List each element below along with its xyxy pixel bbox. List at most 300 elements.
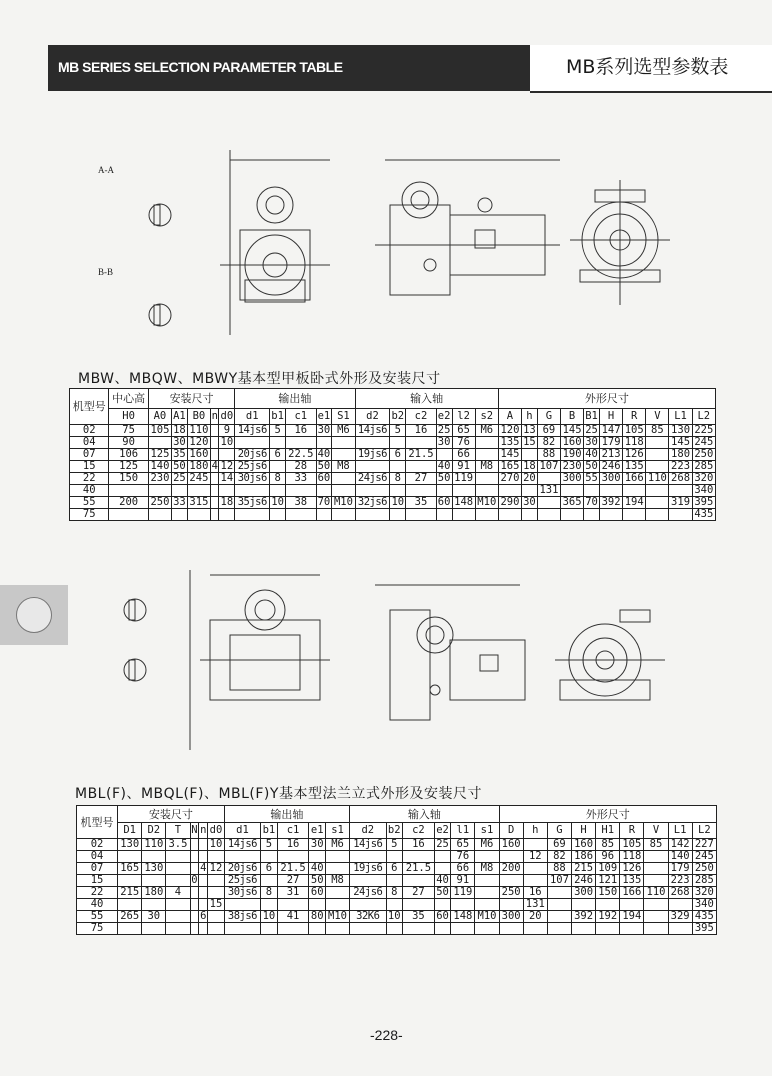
subheader-cell: l1 [451,823,475,839]
value-cell [210,437,218,449]
value-cell [434,899,451,911]
value-cell [235,485,270,497]
subheader-cell: L2 [692,823,716,839]
table-row [70,425,716,437]
value-cell [142,875,166,887]
value-cell: 213 [599,449,622,461]
value-cell [286,509,316,521]
value-cell [350,875,386,887]
value-cell [210,449,218,461]
value-cell [475,437,498,449]
value-cell: 25 [437,424,451,436]
value-cell: 28 [286,461,316,473]
value-cell: 88 [547,863,571,875]
subheader-cell: d2 [350,823,386,839]
subheader-cell: n [199,823,208,839]
value-cell: 135 [498,437,521,449]
value-cell: 186 [572,851,596,863]
value-cell: 118 [620,851,644,863]
model-cell: 02 [77,839,118,851]
subheader-cell: V [644,823,668,839]
value-cell: 190 [561,449,584,461]
value-cell: 131 [537,485,560,497]
value-cell [522,509,538,521]
value-cell: 300 [561,473,584,485]
subheader-cell: A1 [172,409,188,425]
value-cell [644,899,668,911]
subheader-cell: e2 [434,823,451,839]
model-cell: 75 [77,923,118,935]
value-cell [190,839,199,851]
value-cell: 300 [572,887,596,899]
value-cell [224,923,260,935]
value-cell [646,485,669,497]
value-cell: 24js6 [350,887,386,899]
value-cell: 27 [277,875,309,887]
value-cell: 160 [561,437,584,449]
subheader-cell: d1 [224,823,260,839]
value-cell: 395 [692,923,716,935]
value-cell [452,485,475,497]
model-cell: 07 [77,863,118,875]
col-install: 安装尺寸 [148,389,234,409]
value-cell: 392 [572,911,596,923]
value-cell [208,851,225,863]
side-tab [0,585,68,645]
value-cell [208,911,225,923]
value-cell [644,851,668,863]
value-cell [596,923,620,935]
value-cell [499,851,523,863]
subheader-cell: V [646,409,669,425]
value-cell [436,509,452,521]
value-cell [277,923,309,935]
value-cell: 329 [668,911,692,923]
section2-table [76,805,717,935]
value-cell: 40 [436,874,449,886]
table-row [77,863,717,875]
value-cell: 106 [109,449,148,461]
value-cell: 135 [620,875,644,887]
value-cell: 35 [173,448,186,460]
model-cell: 02 [70,425,109,437]
value-cell: 35 [403,911,435,923]
subheader-cell: N [190,823,199,839]
value-cell: 50 [173,460,186,472]
value-cell: 246 [599,461,622,473]
value-cell: 27 [403,887,435,899]
value-cell: 180 [142,887,166,899]
value-cell [316,485,332,497]
subheader-cell: h [523,823,547,839]
value-cell: 80 [310,910,324,922]
value-cell: 300 [499,911,523,923]
subheader-cell: H [572,823,596,839]
col-center-height: 中心高 [109,389,148,409]
value-cell: 30 [585,436,598,448]
value-cell: 0 [191,874,198,886]
value-cell: 25 [585,424,598,436]
subheader-cell: R [623,409,646,425]
value-cell: 16 [286,425,316,437]
value-cell: 88 [537,449,560,461]
subheader-cell: B0 [187,409,210,425]
value-cell: 166 [623,473,646,485]
value-cell: 30js6 [235,473,270,485]
value-cell: 215 [118,887,142,899]
value-cell [584,509,600,521]
value-cell [475,899,499,911]
col-install-2: 安装尺寸 [118,806,225,823]
value-cell [190,923,199,935]
value-cell [109,509,148,521]
value-cell: 30 [317,424,331,436]
value-cell: 145 [669,437,692,449]
subheader-cell: G [547,823,571,839]
subheader-cell: D1 [118,823,142,839]
value-cell [434,923,451,935]
gear-thumbnail-icon [16,597,52,633]
value-cell: 148 [452,497,475,509]
value-cell [403,851,435,863]
value-cell [403,899,435,911]
value-cell: 119 [451,887,475,899]
value-cell [118,923,142,935]
value-cell [166,863,190,875]
value-cell: 10 [262,910,276,922]
value-cell: 246 [572,875,596,887]
value-cell [172,485,188,497]
value-cell [332,449,355,461]
value-cell: 14js6 [224,839,260,851]
value-cell: 192 [596,911,620,923]
value-cell: 96 [596,851,620,863]
value-cell [475,485,498,497]
value-cell: 40 [310,862,324,874]
value-cell [118,875,142,887]
value-cell [523,863,547,875]
value-cell [148,437,171,449]
value-cell: 50 [437,472,451,484]
value-cell [142,851,166,863]
value-cell [475,875,499,887]
value-cell [406,461,436,473]
value-cell [261,899,278,911]
value-cell [669,485,692,497]
value-cell [210,509,218,521]
value-cell [403,923,435,935]
header-box [530,45,772,93]
value-cell: 66 [451,863,475,875]
value-cell [406,509,436,521]
value-cell: 131 [523,899,547,911]
subheader-cell: d2 [355,409,390,425]
value-cell: 5 [261,839,278,851]
value-cell: 245 [692,437,715,449]
value-cell: 60 [310,886,324,898]
value-cell [584,485,600,497]
subheader-cell: c1 [286,409,316,425]
value-cell: 223 [668,875,692,887]
value-cell: M6 [332,425,355,437]
value-cell: 150 [109,473,148,485]
value-cell: 392 [599,497,622,509]
value-cell [547,923,571,935]
value-cell [270,437,286,449]
value-cell [403,875,435,887]
subheader-cell: e1 [316,409,332,425]
value-cell: 50 [310,874,324,886]
subheader-cell: B1 [584,409,600,425]
value-cell: 265 [118,911,142,923]
value-cell [142,923,166,935]
value-cell: 24js6 [355,473,390,485]
value-cell: 230 [148,473,171,485]
value-cell: 9 [219,425,235,437]
header-bar [48,45,530,91]
value-cell: 365 [561,497,584,509]
value-cell: 270 [498,473,521,485]
value-cell: 109 [596,863,620,875]
model-cell: 04 [77,851,118,863]
value-cell [350,923,386,935]
value-cell: 290 [498,497,521,509]
value-cell: M10 [475,497,498,509]
model-cell: 55 [70,497,109,509]
table-row [77,875,717,887]
value-cell [199,887,208,899]
value-cell: 110 [142,839,166,851]
subheader-cell: b1 [270,409,286,425]
subheader-cell: l2 [452,409,475,425]
value-cell: 19js6 [355,449,390,461]
table-row [77,911,717,923]
value-cell: 15 [523,436,536,448]
subheader-cell: s1 [475,823,499,839]
value-cell: 166 [620,887,644,899]
value-cell [475,509,498,521]
value-cell [644,875,668,887]
value-cell: 435 [692,911,716,923]
value-cell: 125 [148,449,171,461]
value-cell [386,875,403,887]
col-input-2: 输入轴 [350,806,499,823]
value-cell: 33 [173,496,186,508]
value-cell: 30js6 [224,887,260,899]
model-cell: 15 [70,461,109,473]
value-cell [166,875,190,887]
value-cell: 60 [437,496,451,508]
subheader-cell: D [499,823,523,839]
value-cell: 126 [623,449,646,461]
value-cell [390,485,406,497]
value-cell: 14js6 [355,425,390,437]
value-cell: 225 [692,425,715,437]
value-cell [309,851,326,863]
value-cell [118,851,142,863]
value-cell: 91 [452,461,475,473]
value-cell: 22.5 [286,449,316,461]
value-cell [166,923,190,935]
value-cell [646,437,669,449]
value-cell: 50 [585,460,598,472]
value-cell [386,899,403,911]
value-cell: 8 [386,887,403,899]
subheader-cell: T [166,823,190,839]
value-cell [537,509,560,521]
value-cell: 16 [277,839,309,851]
value-cell [451,899,475,911]
value-cell: 110 [644,887,668,899]
value-cell [475,887,499,899]
value-cell: 16 [403,839,435,851]
subheader-cell: L2 [692,409,715,425]
value-cell [646,449,669,461]
value-cell [166,899,190,911]
value-cell [644,911,668,923]
value-cell: 5 [386,839,403,851]
value-cell: M6 [475,839,499,851]
value-cell [523,875,547,887]
view-label-bb: B-B [98,267,114,277]
value-cell: 10 [271,496,284,508]
value-cell: 10 [220,436,234,448]
value-cell: 130 [669,425,692,437]
model-cell: 75 [70,509,109,521]
value-cell: 25js6 [235,461,270,473]
value-cell: 194 [620,911,644,923]
subheader-cell: c2 [403,823,435,839]
value-cell [498,485,521,497]
value-cell: 126 [620,863,644,875]
value-cell [224,899,260,911]
value-cell: 30 [310,838,324,850]
value-cell: 105 [148,425,171,437]
section2-title: MBL(F)、MBQL(F)、MBL(F)Y基本型法兰立式外形及安装尺寸 [75,786,482,802]
value-cell [208,887,225,899]
value-cell: 4 [211,460,218,472]
subheader-cell: L1 [668,823,692,839]
value-cell [599,509,622,521]
model-cell: 22 [77,887,118,899]
table-row [70,509,716,521]
value-cell: M10 [325,911,349,923]
subheader-cell: H [599,409,622,425]
value-cell [475,923,499,935]
value-cell [199,923,208,935]
value-cell [190,911,199,923]
value-cell: 110 [646,473,669,485]
section2-drawings [90,560,690,760]
value-cell [668,923,692,935]
table-row [77,851,717,863]
value-cell: 340 [692,485,715,497]
value-cell: 194 [623,497,646,509]
value-cell: 107 [547,875,571,887]
value-cell: 76 [451,851,475,863]
value-cell: 14 [220,472,234,484]
value-cell [498,509,521,521]
subheader-cell: R [620,823,644,839]
value-cell [620,899,644,911]
value-cell: 215 [572,863,596,875]
value-cell [332,485,355,497]
value-cell: 20js6 [235,449,270,461]
value-cell: 16 [523,887,547,899]
value-cell: 50 [317,460,331,472]
value-cell: 105 [623,425,646,437]
subheader-cell: B [561,409,584,425]
value-cell [623,509,646,521]
value-cell: 121 [596,875,620,887]
value-cell: 6 [386,863,403,875]
table-row [77,923,717,935]
value-cell [118,899,142,911]
value-cell [309,923,326,935]
value-cell [390,437,406,449]
value-cell: 85 [596,839,620,851]
value-cell: 19js6 [350,863,386,875]
value-cell: 268 [668,887,692,899]
value-cell: 69 [537,425,560,437]
value-cell [390,509,406,521]
value-cell: 130 [118,839,142,851]
view-label-aa: A-A [98,165,114,175]
value-cell: 179 [599,437,622,449]
value-cell [210,425,218,437]
table-row [70,473,716,485]
value-cell: 60 [436,910,449,922]
value-cell: 30 [523,496,536,508]
value-cell: 5 [270,425,286,437]
value-cell: 82 [537,437,560,449]
subheader-cell: s2 [475,409,498,425]
value-cell [325,851,349,863]
value-cell [537,497,560,509]
value-cell [644,923,668,935]
col-model-2: 机型号 [77,806,118,839]
value-cell [452,509,475,521]
value-cell: 16 [406,425,436,437]
value-cell: M6 [475,425,498,437]
value-cell [332,509,355,521]
value-cell: 12 [523,851,547,863]
value-cell: 33 [286,473,316,485]
value-cell: 125 [109,461,148,473]
value-cell: 200 [499,863,523,875]
value-cell: 35js6 [235,497,270,509]
value-cell: 140 [668,851,692,863]
value-cell [190,899,199,911]
value-cell [406,437,436,449]
value-cell: 250 [692,863,716,875]
value-cell: 300 [599,473,622,485]
table-row [70,485,716,497]
value-cell [190,851,199,863]
value-cell: M8 [332,461,355,473]
value-cell: 35 [406,497,436,509]
value-cell: 14js6 [350,839,386,851]
value-cell: 135 [623,461,646,473]
value-cell [219,449,235,461]
subheader-cell: A0 [148,409,171,425]
value-cell: 268 [669,473,692,485]
value-cell: 90 [109,437,148,449]
value-cell: 27 [406,473,436,485]
value-cell [325,899,349,911]
value-cell: 30 [173,436,186,448]
col-output-2: 输出轴 [224,806,349,823]
